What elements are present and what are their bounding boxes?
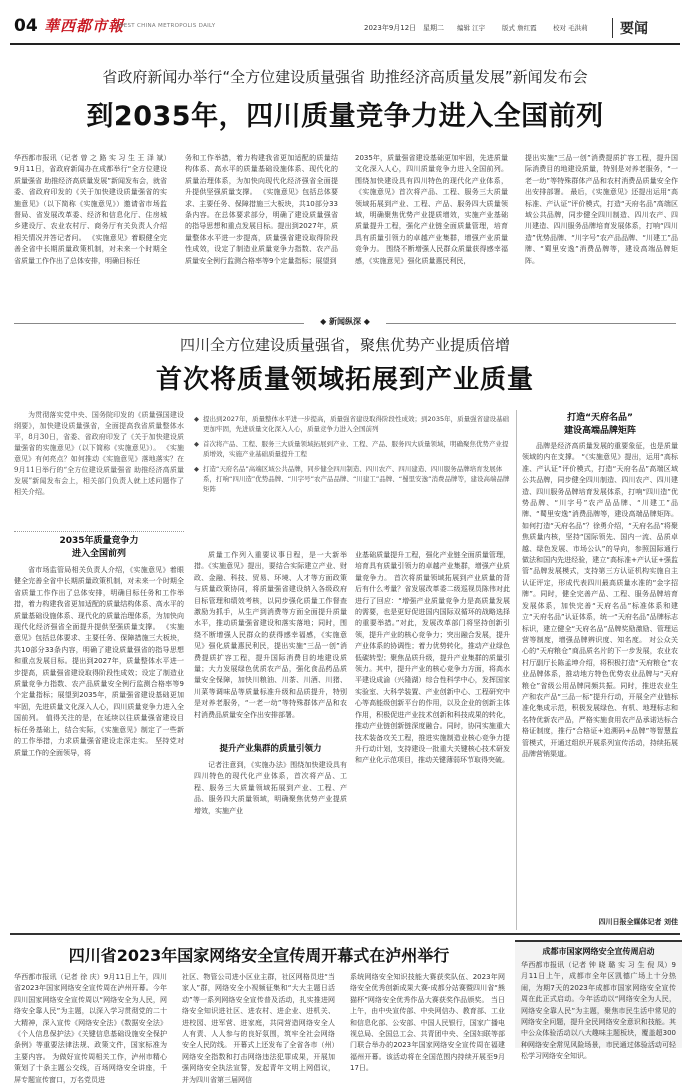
page-number: 04 [14,16,38,36]
story3-text-3: 系统网络安全知识技能大赛获奖队伍、2023年网络安全优秀创新成果大赛-成都分站赛暨四川省“熊猫杯”网络安全优秀作品大赛获奖作品颁奖。 当日上午，由中央宣传部、中央网信办、教育部、工业和信息化部、公安部、中国人民银行，国家广播电视总局、全国总工会、共青团中央、全国妇联等部门联合举办的2023年国家网络安全宣传周在福建福州开幕。该活动将在全国范围内持续开展至9月17日。 [350,973,505,1073]
story3-sidebar-text: 华西都市报讯（记者 钟 晓 璐 实 习 生 倪 凤）9月11日上午，成都市全年区凯德广场上十分热闹，为期7天的2023年成都市国家网络安全宣传周在此正式启动。今年活动以“网络安全为人民，网络安全靠人民”为主题，聚焦市民生活中常见的网络安全问题，提升全民网络安全意识和技能。其中公众体验活动以八大趣味主题板块，覆盖超300种网络安全常见风险场景，市民通过体验活动可轻松学习网络安全知识。 [521,961,676,1061]
story2-text-b: 质量工作列入重要议事日程，是一大新举措。《实施意见》提出，要结合实际建立产业、财政、金融、科技、贸易、环境、人才等方面政策与质量政策协同，将质量强省建设纳入各级政府目标管理和绩效考核，以同步强化质量工作督查激励为抓手，从生产到消费等方面全面提升质量水平，推动质量强省建设和落实落地；同时，围绕不断增强人民群众的获得感幸福感，《实施意见》强化质量惠民利民，提出实施“三品一创”消费提质扩容工程，提升国际消费目的地建设质量；大力发展绿色优质农产品，强化食品药品质量安全保障，加快川粮油、川茶、川酒、川猪、川菜等调味品等质量标准升级和品质提升，特别是对养老服务，“一老一幼”等特殊群体产品和农村消费品质量安全作出安排部署。 [194,551,347,719]
story3-top-rule [10,933,680,935]
story3-text-1: 华西都市报讯（记者 徐 庆）9月11日上午，四川省2023年国家网络安全宣传周在泸州开幕。今年四川国家网络安全宣传周以“网络安全为人民，网络安全靠人民”为主题，以深入学习贯彻党的二十大精神，深入宣传《网络安全法》《数据安全法》《个人信息保护法》《关键信息基础设施安全保护条例》等重要法律法规、政策文件，国家标准为主要内容。 为做好宣传周相关工作，泸州市精心策划了十条主题公交线，百场网络安全讲座，千屏专题宣传窗口，万名党员进 [14,973,167,1084]
story2-text-b2: 记者注意到，《实施办法》围绕加快建设具有四川特色的现代化产业体系，首次将产品、工程、服务三大质量领域拓展到产业、工程、产品、服务四大质量领域，明确聚焦优势产业提质增效，实施产业 [194,761,347,815]
story1-column-4 [525,153,678,311]
summary-text: 首次将产品、工程、服务三大质量领域拓展到产业、工程、产品、服务四大质量领域，明确聚焦优势产业提质增效，实施产业基础质量提升工程 [203,440,509,458]
bullet-icon: ◆ [194,440,199,448]
diamond-icon: ◆ [320,317,329,326]
story3-sidebar-title: 成都市国家网络安全宣传周启动 [542,947,655,956]
story1-kicker: 省政府新闻办举行“全方位建设质量强省 助推经济高质量发展”新闻发布会 [102,68,588,86]
story1-text-3: 2035年，质量强省建设基础更加牢固，先进质量文化深入人心，四川质量竞争力进入全国前列。 围绕加快建设具有四川特色的现代化产业体系，《实施意见》首次将产品、工程、服务三大质量领域拓展到产业、工程、产品、服务四大质量领域，明确聚焦优势产业提质增效，实施产业基础质量提升工程，强化产业链全面质量管理，培育具有质量引领力的卓越产业集群，增强产业质量竞争力。 围绕不断增强人民群众质量获得感幸福感，《实施意见》强化质量惠民利民， [355,154,508,265]
designer-credit: 版式 詹红霞 [502,24,537,32]
story2-column-b [194,550,347,738]
story3-column-3 [350,972,505,1073]
story3-column-1 [14,972,167,1084]
summary-text: 提出到2027年，质量整体水平进一步提高，质量强省建设取得阶段性成效；到2035年，质量强省建设基础更加牢固，先进质量文化深入人心，质量竞争力进入全国前列 [203,415,510,433]
story2-text-d: 品牌是经济高质量发展的重要象征，也是质量领域的内在支撑。 “《实施意见》提出，运用“高标准、产认证”评价模式，打造“天府名品”高端区域公共品牌，同步健全四川制造、四川农产、四川建造、四川服务品牌培育发展体系，打响“四川造”优势品牌、“川字号”农产品品牌、“川建工”品牌、“蜀里安逸”消费品牌等，建设高端品牌矩阵。 如何打造“天府名品”？徐勇介绍，“天府名品”将聚焦质量内核，坚持“国际领先、国内一流、品质卓越、绿色发展、市场公认”的导向，参照国际通行做法和国内先进经验，建立“高标准+产认证+强监管”品牌发展模式，支持第三方认证机构实施自主认证评定，形成代表四川最高质量水准的“金字招牌”。同时，健全完善产品、工程、服务品牌培育发展体系，加快完善“天府名品”标准体系和建立“天府名品”认证体系，统一“天府名品”品牌标志标识，建立健全“天府名品”品牌奖励激励、管理运营等制度，增强品牌辨识度、知名度。 对公众关心的“天府粮仓”商品质名片的下一步发展，农业农村厅副厅长陈孟坤介绍，将积极打造“天府粮仓”农业品牌体系，推动地方特色优势农业品牌与“天府粮仓”省级公用品牌同频共振。同时，推进农业生产和农产品“三品一标”提升行动，开展全产业链标准化集成示范，积极发展绿色、有机、地理标志和名特优新农产品，严格实施食用农产品承诺达标合格证制度，推行“合格证+追溯码+品牌”等智慧监管模式，开通过组织开展系列宣传活动，持续拓展品牌营销渠道。 [522,442,678,758]
story1-column-1 [14,153,167,311]
summary-box [194,414,512,530]
story2-text-a: 省市场监管局相关负责人介绍，《实施意见》着眼健全完善全省中长期质量政策机制，对未来一个时期全省质量工作作出了总体安排，明确目标任务和工作举措，着力构建我省更加适配的质量结构体系、高水平的质量基础设施体系、现代化的质量治理体系，为加快向现代化经济强省全面提升提供坚强质量支撑。 《实施意见》包括总体要求、主要任务、保障措施三大板块，共10部分33条内容，明确了建设质量强省的指导思想和重点发展目标。提出到2027年，质量整体水平进一步提高，质量强省建设取得阶段性成效；设定了制造业质量竞争力指数、农产品质量安全例行监测合格率等9个定量指标；展望到2035年，质量强省建设基础更加牢固，先进质量文化深入人心，四川质量竞争力进入全国前列。 值得关注的是，在延续以往质量强省建设目标任务基础上，结合实际，《实施意见》制定了一些新的工作举措，力求质量强省建设走深走实。 坚持党对质量工作的全面领导，将 [14,566,184,757]
story3-column-2 [182,972,335,1084]
brand-logo: 華西都市報 [44,17,125,35]
story2-column-a [14,565,184,930]
issue-weekday: 星期二 [423,24,444,32]
proofreader-credit: 校对 毛洪莉 [553,24,588,32]
side-column-divider [516,410,517,930]
masthead [0,0,690,50]
story2-tag-rule-left [14,323,304,324]
story2-tag-label: 新闻纵深 [329,317,361,326]
story1-text-2: 务和工作举措，着力构建我省更加适配的质量结构体系、高水平的质量基础设施体系、现代化的质量治理体系，为加快向现代化经济强省全面提升提供坚强质量支撑。 《实施意见》包括总体要求、主要任务、保障措施三大板块，共10部分33条内容。在总体要求部分，明确了建设质量强省的指导思想和重点发展目标。提出到2027年，质量整体水平进一步提高，质量强省建设取得阶段性成效，设定了制造业质量竞争力指数、农产品质量安全例行监测合格率等9个定量指标；展望到 [185,154,338,265]
section-label: 要闻 [620,21,648,37]
story2-column-b2 [194,760,347,930]
story1-headline: 到2035年，四川质量竞争力进入全国前列 [86,101,604,132]
story2-byline: 四川日报全媒体记者 刘佳 [598,918,678,926]
story2-headline: 首次将质量领域拓展到产业质量 [155,365,534,395]
story2-kicker: 四川全方位建设质量强省，聚焦优势产业提质倍增 [179,336,510,354]
bullet-icon: ◆ [194,415,199,423]
story3-sidebar-box [515,940,682,1061]
story2-tag-rule-right [386,323,676,324]
issue-date: 2023年9月12日 [364,24,417,32]
story3-sidebar-text-wrap [521,960,676,1061]
intro-divider [14,531,184,532]
story2-side-subhead: 打造“天府名品” 建设高端品牌矩阵 [563,413,636,436]
diamond-icon: ◆ [361,317,370,326]
story2-tag [306,316,384,327]
brand-english: WEST CHINA METROPOLIS DAILY [118,23,216,29]
story1-text-4: 提出实施“三品一创”消费提质扩容工程，提升国际消费目的地建设质量，特别是对养老服务，“一老一幼”等特殊群体产品和农村消费品质量安全作出安排部署。 最后，《实施意见》还提出运用“高标准、产认证”评价模式，打造“天府名品”高端区域公共品牌，同步健全四川制造、四川农产、四川建造、四川服务品牌培育发展体系，打响“四川造”优势品牌、“川字号”农产品品牌、“川建工”品牌、“蜀里安逸”消费品牌等，建设高端品牌矩阵。 [525,154,678,265]
summary-item [194,439,512,459]
story2-column-c [355,550,510,930]
story2-text-c: 业基础质量提升工程，强化产业链全面质量管理，培育具有质量引领力的卓越产业集群，增强产业质量竞争力。 首次将质量领域拓展到产业质量的背后有什么考量？省发展改革委二级巡视员陈伟对此进行了回应：“增强产业质量竞争力是高质量发展的需要，也是更好促进国内国际双循环的战略选择的重要举措。”对此，发展改革部门将坚持创新引领，提升产业的核心竞争力；突出融合发展，提升产业体系的协调性；着力优势转化，推动产业绿色低碳转型；聚焦品质升级，提升产业集群的质量引领力。其中，提升产业的核心竞争力方面，将高水平建设成渝（兴隆湖）综合性科学中心，发挥国家实验室、大科学装置、产业创新中心、工程研究中心等高能级创新平台的作用，以及企业的创新主体作用，积极促进产业技术创新和科技成果的转化，推动产业链创新链深度融合。同时，协同实施重大技术装备攻关工程，推进实施制造业核心竞争力提升行动计划，支持建设一批重大关键核心技术研发和产业化示范项目，推动关键薄弱环节取得突破。 [355,551,510,765]
story2-subhead-1: 2035年质量竞争力 进入全国前列 [59,536,139,559]
story1-text-1: 华西都市报讯（记者 曾 之 路 实 习 生 王 泽 斌）9月11日，省政府新闻办在成都举行“全方位建设质量强省 助推经济高质量发展”新闻发布会，就省委、省政府印发的《关于加快建设质量强省的实施意见》（以下简称《实施意见》）邀请省市场监督局、省发展改革委、经济和信息化厅、住房城乡建设厅、农业农村厅、商务厅有关负责人介绍相关情况并答记者问。 《实施意见》着眼健全完善全省中长期质量政策机制，对未来一个时期全省质量工作作出了总体安排，明确目标任 [14,154,167,265]
summary-item [194,464,512,494]
bullet-icon: ◆ [194,465,199,473]
editor-credit: 编辑 江宇 [457,24,486,32]
summary-item [194,414,512,434]
story2-intro [14,410,184,530]
story1-column-2 [185,153,338,311]
summary-text: 打造“天府名品”高端区域公共品牌，同步健全四川制造、四川农产、四川建造、四川服务品牌培育发展体系，打响“四川造”优势品牌、“川字号”农产品品牌、“川建工”品牌、“蜀里安逸”消费品牌等，建设高端品牌矩阵 [203,465,510,493]
story3-text-2: 社区、物管公司进小区业主群，社区网格员进“当家人”群，网络安全小视频征集和“大大主题日活动”等一系列网络安全宣传普及活动，扎实推进网络安全知识进社区、进农村、进企业、进机关、进校园、进军营、进家庭，共同营造网络安全人人有责、人人参与的良好氛围，筑牢全社会网络安全人民防线。 开幕式上还发布了全省各市（州）网络安全指数和打击网络违法犯罪成果，开展加强网络安全执法宣誓，发起青年文明上网倡议，并为四川省第三届网信 [182,973,335,1084]
story3-headline: 四川省2023年国家网络安全宣传周开幕式在泸州举行 [68,946,450,965]
story2-intro-text: 为贯彻落实党中央、国务院印发的《质量强国建设纲要》，加快建设质量强省，全面提高我省质量整体水平，8月30日，省委、省政府印发了《关于加快建设质量强省的实施意见》（以下简称《实施意见》）。 《实施意见》有何亮点？如何推动《实施意见》落地落实？在9月11日举行的“全方位建设质量强省 助推经济高质量发展”新闻发布会上，相关部门负责人就上述问题作了相关介绍。 [14,411,184,496]
section-divider [612,18,613,38]
masthead-rule [10,43,680,45]
story1-column-3 [355,153,508,311]
story2-column-d [522,441,678,916]
story2-subhead-2: 提升产业集群的质量引领力 [219,744,322,754]
